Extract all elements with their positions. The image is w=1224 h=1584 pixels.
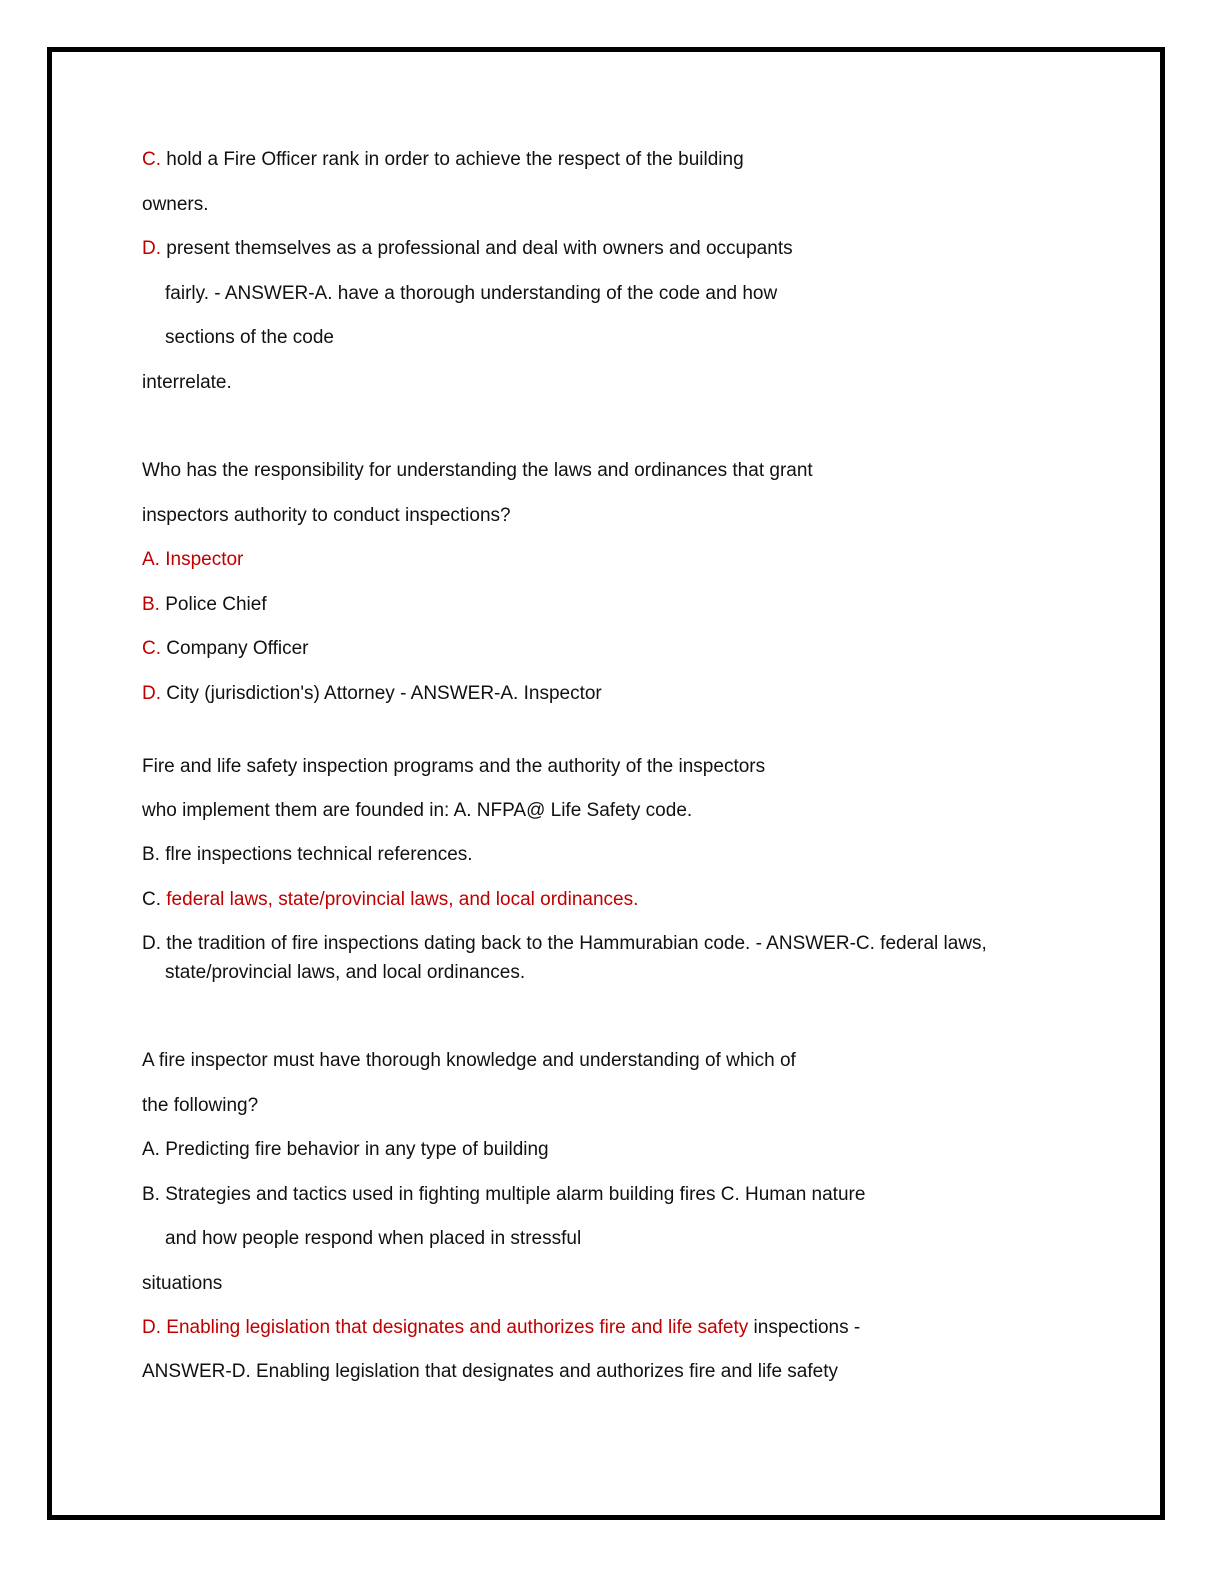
question-2-option-c [142, 888, 638, 912]
question-1-text: Who has the responsibility for understanding the laws and ordinances that grant [142, 460, 813, 481]
option-c-continuation: owners. [142, 194, 209, 215]
option-letter: C. [142, 638, 161, 659]
question-3-option-a: A. Predicting fire behavior in any type of building [142, 1139, 549, 1160]
question-2-answer-continuation: state/provincial laws, and local ordinances. [165, 962, 526, 983]
option-text: City (jurisdiction's) Attorney - ANSWER-A. Inspector [161, 683, 602, 704]
question-3-option-d [142, 1316, 860, 1340]
question-3-text-continuation: the following? [142, 1095, 259, 1116]
question-2-text: Fire and life safety inspection programs and the authority of the inspectors [142, 756, 766, 777]
question-2-text-continuation: who implement them are founded in: A. NFPA@ Life Safety code. [142, 800, 693, 821]
answer-line-continuation: sections of the code [165, 327, 334, 348]
option-text: Police Chief [159, 594, 267, 615]
option-text: Company Officer [161, 638, 309, 659]
option-text: inspections - [748, 1317, 861, 1338]
page-border [47, 47, 1165, 1520]
question-2-option-b: B. flre inspections technical references. [142, 844, 473, 865]
question-1-option-c [142, 637, 308, 661]
question-1-option-b [142, 593, 267, 617]
question-3-option-b: B. Strategies and tactics used in fighting multiple alarm building fires C. Human nature [142, 1184, 866, 1205]
option-letter: C. [142, 889, 161, 910]
option-letter: C. [142, 149, 161, 170]
question-1-option-a: A. Inspector [142, 549, 244, 570]
option-text: hold a Fire Officer rank in order to achieve the respect of the building [161, 149, 744, 170]
answer-line-continuation: interrelate. [142, 372, 232, 393]
option-text: federal laws, state/provincial laws, and local ordinances. [166, 889, 639, 910]
answer-line: fairly. - ANSWER-A. have a thorough understanding of the code and how [165, 283, 778, 304]
option-text: present themselves as a professional and deal with owners and occupants [161, 238, 793, 259]
option-letter: D. [142, 238, 161, 259]
question-3-answer: ANSWER-D. Enabling legislation that designates and authorizes fire and life safety [142, 1361, 838, 1382]
option-letter: D. [142, 683, 161, 704]
option-text-highlight: D. Enabling legislation that designates and authorizes fire and life safety [142, 1317, 749, 1338]
question-3-option-continuation: and how people respond when placed in stressful [165, 1228, 582, 1249]
question-3-text: A fire inspector must have thorough knowledge and understanding of which of [142, 1050, 796, 1071]
option-d-present-professional [142, 237, 793, 261]
question-1-option-d [142, 682, 602, 706]
question-1-text-continuation: inspectors authority to conduct inspections? [142, 505, 511, 526]
question-3-option-continuation: situations [142, 1273, 223, 1294]
option-c-hold-fire-officer [142, 148, 744, 172]
option-letter: B. [142, 594, 160, 615]
question-2-option-d: D. the tradition of fire inspections dating back to the Hammurabian code. - ANSWER-C. federal laws, [142, 933, 987, 954]
